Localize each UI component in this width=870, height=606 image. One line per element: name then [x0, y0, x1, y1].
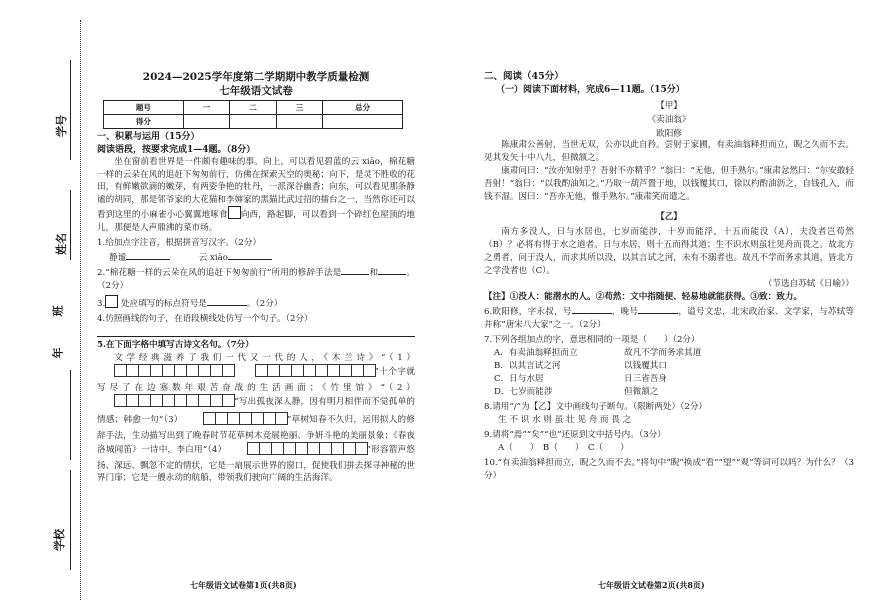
punctuation-box — [105, 295, 118, 308]
score-cell: 总分 — [323, 101, 403, 115]
passage-text-end: 向西，路起脚，可以看到一个碎红色屋顶的地儿，那便是人声鼎沸的菜市场。 — [97, 210, 415, 233]
text-jia-title: 《卖油翁》 — [647, 115, 691, 125]
q7-option-left: C．日与水居 — [494, 374, 544, 384]
answer-grid[interactable] — [229, 442, 366, 460]
q5-text-2: ”十个字就写尽了在边塞数年艰苦奋战的生活画面；《竹里馆》“（2） — [97, 367, 415, 393]
label-class: 班 — [51, 305, 65, 317]
q1-item-b: 云 xiāo — [198, 252, 228, 263]
score-cell[interactable] — [276, 115, 323, 129]
score-cell: 二 — [230, 101, 277, 115]
question-1-answers — [97, 252, 415, 265]
q7-option-left: D．七岁而能涉 — [494, 387, 553, 397]
section-1-instruction: 阅读语段，按要求完成1—4题。（8分） — [97, 145, 256, 155]
question-7: 7.下列各组加点的字，意思相同的一项是（ ）（2分） — [484, 335, 700, 345]
q7-option-right: 日三省吾身 — [624, 374, 667, 384]
answer-grid[interactable] — [237, 364, 374, 382]
line-student-id — [70, 60, 71, 160]
answer-blank[interactable] — [638, 313, 678, 314]
exam-title: 2024—2025学年度第二学期期中教学质量检测 — [142, 71, 370, 83]
answer-blank[interactable] — [572, 313, 612, 314]
jia-paragraph-2: 康肃问曰：“汝亦知射乎？吾射不亦精乎？”翁曰：“无他，但手熟尔。”康肃忿然曰：“尔安敢轻吾射！”翁曰：“以我酌油知之。”乃取一葫芦置于地，以钱覆其口，徐以杓酌油沥之，自钱孔入，而钱不湿。因曰：“吾亦无他，惟手熟尔。”康肃笑而遣之。 — [484, 166, 855, 202]
text-jia-label: 【甲】 — [656, 101, 682, 111]
q6-text-b: ，晚号 — [611, 307, 639, 317]
q7-option-left: B．以其言试之河 — [494, 361, 561, 371]
answer-blank[interactable] — [378, 274, 406, 275]
score-cell: 题号 — [104, 101, 184, 115]
line-school — [70, 470, 71, 570]
q6-text-c: ，谥号文忠，北宋政治家、文学家，与苏轼等并称“唐宋八大家”之一。（2分） — [484, 307, 854, 330]
answer-grid[interactable] — [186, 412, 287, 430]
annotation-note: 【注】①没人：能潜水的人。②苟然：文中指随便、轻易地就能获得。③致：致力。 — [484, 292, 802, 302]
question-10: 10.“有卖油翁释担而立，睨之久而不去。”将句中“睨”换成“看”“望”“观”等词可以吗？为什么？（3分） — [484, 458, 854, 481]
text-jia-author: 欧阳修 — [656, 129, 682, 139]
answer-blank[interactable] — [341, 274, 369, 275]
punctuation-box[interactable] — [228, 206, 241, 219]
section-1-heading: 一、积累与运用（15分） — [97, 132, 200, 142]
answer-blank[interactable] — [228, 259, 272, 260]
q7-option-right: 故凡不学而务求其道 — [624, 348, 702, 358]
page-2 — [484, 70, 854, 483]
q6-text: 6.欧阳修，字永叔，号 — [484, 307, 572, 317]
score-table — [103, 100, 403, 129]
question-1: 1.给加点字注音，根据拼音写汉字。（2分） — [97, 237, 262, 248]
q9-answers[interactable]: A（ ） B（ ） C（ ） — [498, 443, 629, 453]
q7-option-left: A．有卖油翁释担而立 — [494, 348, 578, 358]
yi-source: （节选自苏轼《日喻》） — [763, 279, 854, 289]
page-1-footer: 七年级语文试卷第1页(共8页) — [190, 580, 297, 590]
jia-paragraph-1: 陈康肃公善射，当世无双，公亦以此自矜。尝射于家圃，有卖油翁释担而立，睨之久而不去。见其发矢十中八九，但微颔之。 — [484, 140, 854, 163]
passage-text: 坐在窗前看世界是一件颇有趣味的事。向上，可以看见碧蓝的云 xiāo，棉花糖一样的云朵在风的追赶下匆匆前行，仿佛在探索天空的奥秘；向下，是灵不胜收的花田，有鲜嫩欲滴的嫩芽，有两姿争艳的牡丹，一派深谷幽香；向东，可以看见那条静谧的胡同，那是邻爷家的大花猫和李婶家的黑猫比武过招的擂台之一，当然你还可以看到这里的小麻雀小心翼翼地啄食 — [97, 157, 415, 221]
section-2-heading: 二、阅读（45分） — [484, 71, 564, 82]
label-name: 姓名 — [55, 233, 68, 255]
q8-sentence[interactable]: 生 不 识 水 则 虽 壮 见 舟 而 畏 之 — [498, 415, 632, 425]
binding-margin — [0, 0, 88, 606]
answer-grid[interactable] — [97, 394, 234, 412]
score-cell: 三 — [276, 101, 323, 115]
q7-option-right: 但微颔之 — [624, 387, 659, 397]
label-student-id: 学号 — [55, 115, 68, 137]
q5-text-4: ”草树知春不久归，运用拟人的修辞手法，生动描写出到了晚春时节花草树木竞展艳丽、争妍斗艳的美丽景象；《春夜洛城闻笛》一诗中，李白用“（4） — [97, 414, 415, 456]
q7-option-right: 以钱覆其口 — [624, 361, 667, 371]
score-cell[interactable] — [183, 115, 230, 129]
question-6 — [484, 306, 854, 332]
q7-option — [484, 360, 854, 373]
q7-option — [484, 386, 854, 399]
q2-score: 。（2分） — [97, 267, 415, 291]
question-5: 5.在下面字格中填写古诗文名句。（7分） — [97, 339, 254, 350]
q5-passage — [97, 352, 415, 485]
answer-blank[interactable] — [126, 259, 170, 260]
passage-paragraph — [97, 156, 415, 235]
line-grade — [70, 370, 71, 460]
question-2 — [97, 267, 415, 293]
label-school: 学校 — [53, 529, 66, 551]
score-cell: 得分 — [104, 115, 184, 129]
label-grade: 年 — [51, 347, 65, 359]
exam-subtitle: 七年级语文试卷 — [219, 85, 293, 97]
q3-text: 处应填写的标点符号是 — [120, 298, 207, 309]
answer-grid[interactable] — [97, 364, 234, 382]
text-yi-label: 【乙】 — [656, 212, 682, 222]
score-cell[interactable] — [323, 115, 403, 129]
cut-line — [80, 20, 81, 600]
q5-text-3: ”写出孤夜深人静，因有明月相伴而不觉孤单的情感；韩愈一句“（3） — [97, 397, 415, 425]
reading-part-1: （一）阅读下面材料，完成6—11题。（15分） — [496, 85, 685, 95]
question-9: 9.请将“焉”“矣”“也”还原到文中括号内。（3分） — [484, 430, 666, 440]
line-name — [70, 190, 71, 260]
q5-text-5: ”形容箭声悠扬、深远、飘忽不定的情状，它是一扇展示世界的窗口，促使我们拼去探寻神秘的世界门扉；它是一艘永动的航船，带领我们驶向广阔的生活海洋。 — [97, 445, 415, 484]
q7-option — [484, 347, 854, 360]
yi-paragraph: 南方多没人，日与水居也，七岁而能涉，十岁而能浮，十五而能没（A），夫没者岂苟然（B）？必将有得于水之道者。日与水居，则十五而得其道；生不识水则虽壮见舟而畏之。故北方之勇者，问于没人，而求其所以没，以其言试之河，未有不溺者也。故凡不学而务求其道，皆北方之学没者也（C）。 — [484, 227, 854, 276]
q1-item-a: 静谧 — [109, 252, 127, 263]
page-2-footer: 七年级语文试卷第2页(共8页) — [598, 580, 705, 590]
q7-option — [484, 373, 854, 386]
question-3: 3. 处应填写的标点符号是 。（2分） — [97, 295, 415, 311]
answer-line[interactable] — [97, 326, 415, 337]
question-4: 4.仿照画线的句子，在语段横线处仿写一个句子。（2分） — [97, 313, 313, 324]
q2-and: 和 — [369, 267, 379, 278]
q5-text-1: 文学经典滋养了我们一代又一代的人，《木兰诗》“（1） — [114, 352, 415, 363]
q3-score: 。（2分） — [246, 298, 283, 309]
score-cell: 一 — [183, 101, 230, 115]
q2-text: 2.“棉花糖一样的云朵在风的追赶下匆匆前行”所用的修辞手法是 — [97, 267, 342, 278]
answer-blank[interactable] — [207, 305, 247, 306]
score-cell[interactable] — [230, 115, 277, 129]
question-8: 8.请用“/”为【乙】文中画线句子断句。（限断两处）（2分） — [484, 402, 708, 412]
page-1 — [97, 70, 415, 485]
